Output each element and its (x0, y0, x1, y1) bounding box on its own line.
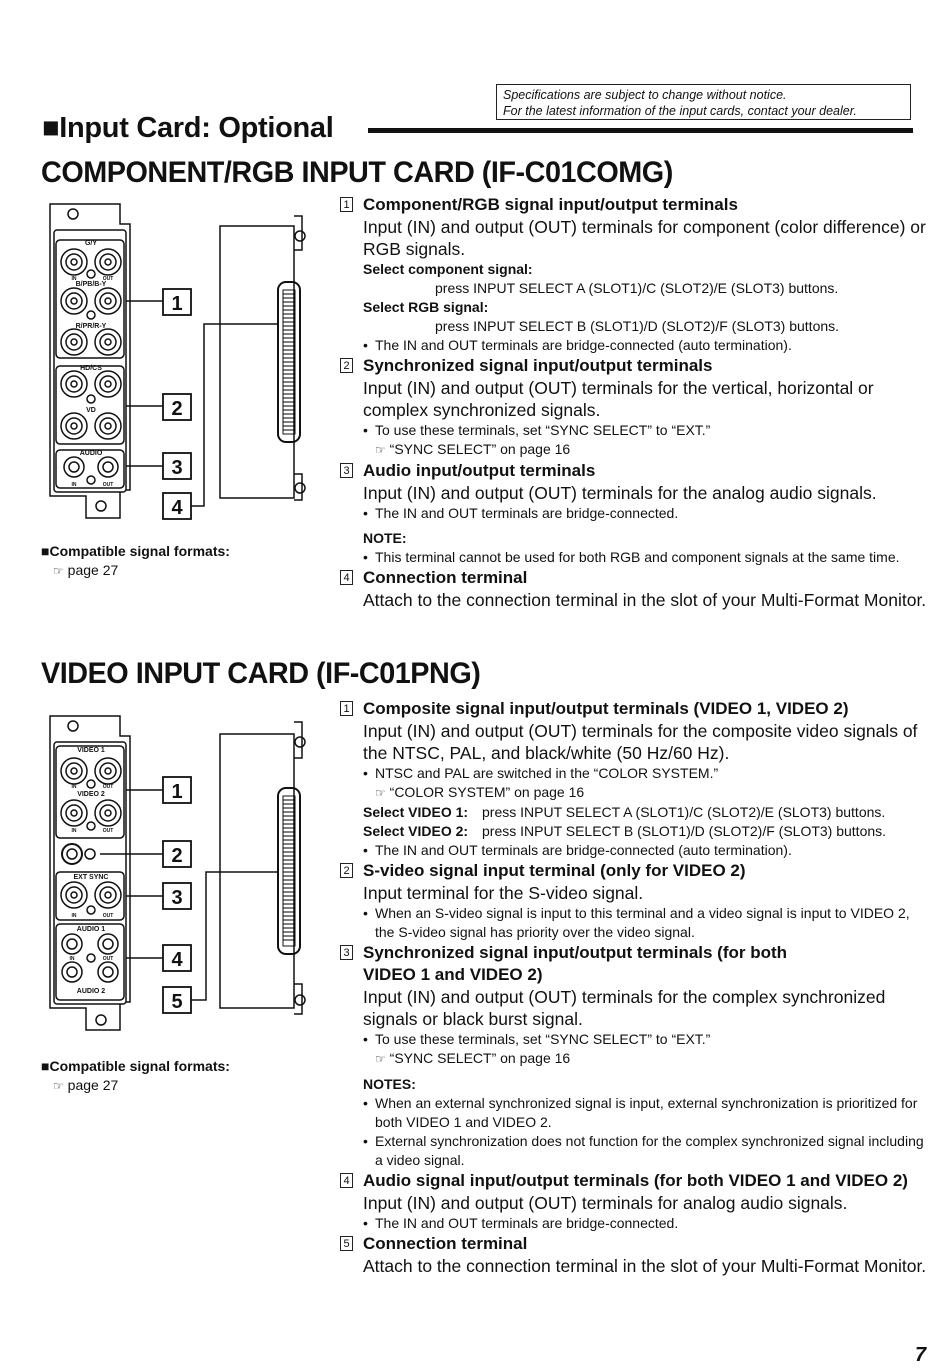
video-item-4 (340, 1170, 930, 1233)
video-out-label-audio: OUT (102, 956, 114, 962)
comp-card-title: COMPONENT/RGB INPUT CARD (IF-C01COMG) (41, 156, 673, 189)
comp-label-audio: AUDIO (79, 450, 103, 457)
video-callout-3: 3 (171, 887, 183, 909)
comp-out-label: OUT (102, 276, 114, 282)
item-heading: Connection terminal (363, 568, 528, 587)
video-compat-label: ■Compatible signal formats: (41, 1058, 230, 1074)
select-text: press INPUT SELECT A (SLOT1)/C (SLOT2)/E (SLOT3) buttons. (482, 804, 886, 820)
item-number: 3 (340, 463, 353, 478)
item-body: Attach to the connection terminal in the slot of your Multi-Format Monitor. (363, 1256, 927, 1276)
bullet: • To use these terminals, set “SYNC SELECT” to “EXT.” (363, 421, 930, 440)
notice-line-2: For the latest information of the input cards, contact your dealer. (503, 104, 857, 118)
item-body: Input (IN) and output (OUT) terminals for the analog audio signals. (363, 483, 877, 503)
comp-label-r: R/PR/R-Y (75, 323, 107, 330)
comp-in-label-audio: IN (71, 482, 77, 488)
video-in-label-audio: IN (69, 956, 75, 962)
comp-compat-ref: page 27 (67, 562, 119, 578)
video-out-label-ext: OUT (102, 913, 114, 919)
video-label-a2: AUDIO 2 (76, 988, 106, 995)
square-bullet-icon: ■ (42, 112, 60, 144)
item-number: 2 (340, 863, 353, 878)
select-label: Select RGB signal: (363, 299, 489, 315)
select-label: Select component signal: (363, 261, 533, 277)
page-ref: “SYNC SELECT” on page 16 (389, 441, 571, 457)
comp-item-1 (340, 194, 930, 355)
item-body: Input (IN) and output (OUT) terminals for the complex synchronized signals or black burst signal. (363, 987, 886, 1029)
video-in-label: IN (71, 784, 77, 790)
bullet: • The IN and OUT terminals are bridge-connected. (363, 504, 930, 523)
comp-label-hd: HD/CS (80, 365, 102, 372)
bullet: • The IN and OUT terminals are bridge-connected. (363, 1214, 930, 1233)
item-number: 1 (340, 701, 353, 716)
item-heading: Audio signal input/output terminals (for both VIDEO 1 and VIDEO 2) (363, 1171, 908, 1190)
item-body: Attach to the connection terminal in the slot of your Multi-Format Monitor. (363, 590, 927, 610)
page-title (42, 112, 334, 145)
item-number: 2 (340, 358, 353, 373)
notice-line-1: Specifications are subject to change without notice. (503, 88, 787, 102)
comp-item-4 (340, 567, 930, 611)
page-number: 7 (915, 1344, 927, 1366)
comp-compat-label: ■Compatible signal formats: (41, 543, 230, 559)
video-callout-1: 1 (171, 781, 183, 803)
item-heading: Connection terminal (363, 1234, 528, 1253)
video-label-v2: VIDEO 2 (77, 791, 105, 798)
bullet: • The IN and OUT terminals are bridge-connected (auto termination). (363, 336, 930, 355)
video-in-label-ext: IN (71, 913, 77, 919)
video-card-title: VIDEO INPUT CARD (IF-C01PNG) (41, 657, 481, 690)
title-rule (368, 128, 913, 133)
hand-pointer-icon: ☞ (375, 1052, 386, 1066)
bullet: • NTSC and PAL are switched in the “COLOR SYSTEM.” (363, 764, 930, 783)
video-callout-2: 2 (171, 845, 183, 867)
comp-card-figure (38, 200, 308, 525)
comp-label-b: B/PB/B-Y (75, 281, 107, 288)
comp-in-label: IN (71, 276, 77, 282)
item-number: 5 (340, 1236, 353, 1251)
item-number: 1 (340, 197, 353, 212)
video-compat-ref: page 27 (67, 1077, 119, 1093)
item-number: 4 (340, 570, 353, 585)
item-body: Input (IN) and output (OUT) terminals for the composite video signals of the NTSC, PAL, and black/white (50 Hz/60 Hz). (363, 721, 918, 763)
item-body: Input (IN) and output (OUT) terminals for the vertical, horizontal or complex synchronized signals. (363, 378, 874, 420)
comp-callout-3: 3 (171, 457, 183, 479)
page-ref: “COLOR SYSTEM” on page 16 (389, 784, 585, 800)
video-item-2 (340, 860, 930, 942)
notice-box (496, 84, 911, 120)
note-label: NOTES: (363, 1076, 416, 1092)
video-out-label: OUT (102, 784, 114, 790)
comp-items (340, 194, 930, 611)
item-body: Input (IN) and output (OUT) terminals for analog audio signals. (363, 1193, 848, 1213)
note-label: NOTE: (363, 530, 407, 546)
note-bullet: • When an external synchronized signal is input, external synchronization is prioritized for both VIDEO 1 and VIDEO 2. (363, 1094, 930, 1132)
video-item-5 (340, 1233, 930, 1277)
comp-out-label-audio: OUT (102, 482, 114, 488)
video-callout-4: 4 (171, 949, 183, 971)
hand-pointer-icon: ☞ (375, 443, 386, 457)
item-heading: S-video signal input terminal (only for VIDEO 2) (363, 861, 746, 880)
note-bullet: • This terminal cannot be used for both RGB and component signals at the same time. (363, 548, 930, 567)
video-item-1 (340, 698, 930, 860)
select-label: Select VIDEO 1: (363, 804, 469, 820)
video-item-3 (340, 942, 930, 1170)
item-heading: Composite signal input/output terminals (VIDEO 1, VIDEO 2) (363, 699, 849, 718)
comp-label-gy: G/Y (84, 240, 98, 247)
video-items (340, 698, 930, 1277)
bullet: • When an S-video signal is input to this terminal and a video signal is input to VIDEO 2, the S-video signal has priority over the video signal. (363, 904, 930, 942)
bullet: • To use these terminals, set “SYNC SELECT” to “EXT.” (363, 1030, 930, 1049)
video-label-a1: AUDIO 1 (76, 926, 106, 933)
video-out-label-2: OUT (102, 828, 114, 834)
item-heading: Synchronized signal input/output terminals (for both VIDEO 1 and VIDEO 2) (363, 943, 788, 984)
comp-callout-4: 4 (171, 497, 183, 519)
video-label-ext: EXT SYNC (73, 874, 109, 881)
item-body: Input terminal for the S-video signal. (363, 883, 644, 903)
select-row (363, 822, 930, 841)
select-row (363, 803, 930, 822)
item-number: 4 (340, 1173, 353, 1188)
item-heading: Synchronized signal input/output terminals (363, 356, 713, 375)
comp-callout-1: 1 (171, 293, 183, 315)
hand-pointer-icon: ☞ (375, 786, 386, 800)
select-text: press INPUT SELECT A (SLOT1)/C (SLOT2)/E (SLOT3) buttons. (435, 280, 839, 296)
select-text: press INPUT SELECT B (SLOT1)/D (SLOT2)/F (SLOT3) buttons. (482, 823, 887, 839)
note-bullet: • External synchronization does not function for the complex synchronized signal including a video signal. (363, 1132, 930, 1170)
hand-pointer-icon: ☞ (53, 564, 64, 578)
video-label-v1: VIDEO 1 (77, 747, 105, 754)
video-in-label-2: IN (71, 828, 77, 834)
item-body: Input (IN) and output (OUT) terminals for component (color difference) or RGB signals. (363, 217, 926, 259)
select-label: Select VIDEO 2: (363, 823, 469, 839)
page-title-text: Input Card: Optional (59, 112, 334, 144)
video-callout-5: 5 (171, 991, 183, 1013)
video-compat (41, 1057, 230, 1096)
page-ref: “SYNC SELECT” on page 16 (389, 1050, 571, 1066)
comp-item-3 (340, 460, 930, 567)
comp-callout-2: 2 (171, 398, 183, 420)
comp-compat (41, 542, 230, 581)
select-text: press INPUT SELECT B (SLOT1)/D (SLOT2)/F (SLOT3) buttons. (435, 318, 840, 334)
hand-pointer-icon: ☞ (53, 1079, 64, 1093)
item-heading: Audio input/output terminals (363, 461, 596, 480)
item-number: 3 (340, 945, 353, 960)
video-card-figure (38, 712, 308, 1034)
item-heading: Component/RGB signal input/output terminals (363, 195, 738, 214)
comp-item-2 (340, 355, 930, 460)
comp-label-vd: VD (86, 407, 96, 414)
bullet: • The IN and OUT terminals are bridge-connected (auto termination). (363, 841, 930, 860)
